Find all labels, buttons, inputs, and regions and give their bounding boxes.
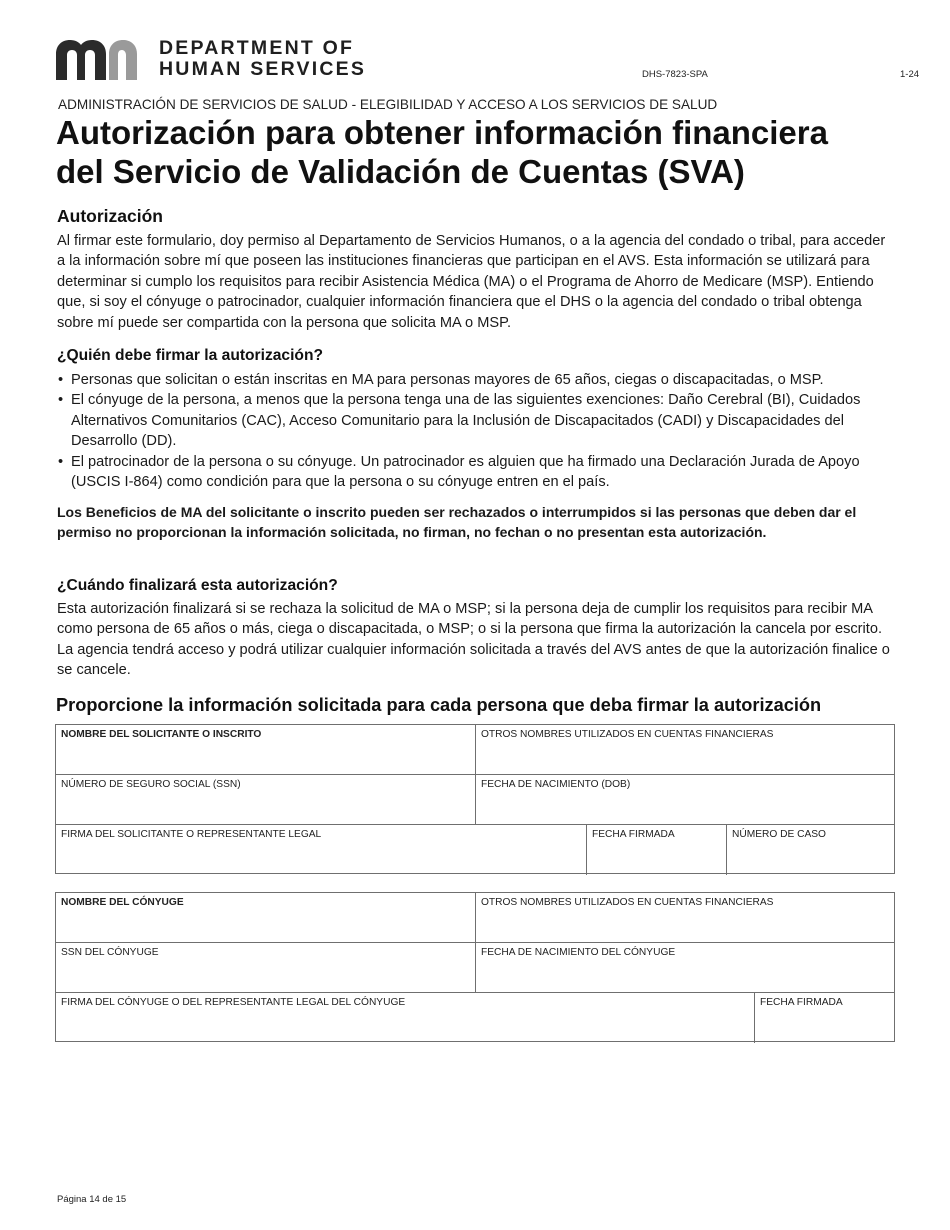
warning-text: Los Beneficios de MA del solicitante o inscrito pueden ser rechazados o interrumpidos si las personas que deben dar el permiso no proporcionan la información solicitada, no firman, no fechan o no presentan esta autorización. xyxy=(57,504,857,541)
page-title xyxy=(56,113,916,191)
form-section-heading: Proporcione la información solicitada para cada persona que deba firmar la autorización xyxy=(56,695,822,715)
applicant-ssn-label: NÚMERO DE SEGURO SOCIAL (SSN) xyxy=(61,779,241,790)
applicant-dob-label: FECHA DE NACIMIENTO (DOB) xyxy=(481,779,631,790)
applicant-row-3 xyxy=(56,825,894,875)
spouse-other-names-label: OTROS NOMBRES UTILIZADOS EN CUENTAS FINANCIERAS xyxy=(481,897,774,908)
spouse-signature-label: FIRMA DEL CÓNYUGE O DEL REPRESENTANTE LEGAL DEL CÓNYUGE xyxy=(61,997,406,1008)
form-revision-date: 1-24 xyxy=(900,69,920,80)
spouse-row-3 xyxy=(56,993,894,1043)
applicant-signature-label: FIRMA DEL SOLICITANTE O REPRESENTANTE LEGAL xyxy=(61,829,322,840)
logo-line-2: HUMAN SERVICES xyxy=(159,58,367,80)
applicant-name-field[interactable] xyxy=(56,725,476,774)
spouse-other-names-field[interactable] xyxy=(476,893,894,942)
case-number-label: NÚMERO DE CASO xyxy=(732,829,826,840)
applicant-row-2 xyxy=(56,775,894,825)
spouse-form xyxy=(55,892,895,1042)
when-ends-body: Esta autorización finalizará si se rechaza la solicitud de MA o MSP; si la persona deja de cumplir los requisitos para recibir MA como persona de 65 años o más, ciega o discapacitada, o MSP; o si la persona que firma la autorización la cancela por escrito. La agencia tendrá acceso y podrá utilizar cualquier información solicitada a través del AVS antes de que la autorización finalice o se cancele. xyxy=(57,601,890,679)
applicant-dob-field[interactable] xyxy=(476,775,894,824)
spouse-name-label: NOMBRE DEL CÓNYUGE xyxy=(61,897,184,908)
applicant-date-signed-field[interactable] xyxy=(587,825,727,875)
spouse-date-signed-field[interactable] xyxy=(755,993,894,1043)
authorization-heading: Autorización xyxy=(57,206,163,226)
mn-logo-icon xyxy=(56,40,148,80)
when-ends-heading: ¿Cuándo finalizará esta autorización? xyxy=(57,577,338,594)
applicant-ssn-field[interactable] xyxy=(56,775,476,824)
title-line-1: Autorización para obtener información financiera xyxy=(56,114,828,151)
list-item: • Personas que solicitan o están inscritas en MA para personas mayores de 65 años, ciegas o discapacitadas, o MSP. xyxy=(57,370,887,390)
applicant-row-1 xyxy=(56,725,894,775)
authorization-body: Al firmar este formulario, doy permiso al Departamento de Servicios Humanos, o a la agencia del condado o tribal, para acceder a la información sobre mí que poseen las instituciones financieras que participan en el AVS. Esta información se utilizará para determinar si cumplo los requisitos para recibir Asistencia Médica (MA) o el Programa de Ahorro de Medicare (MSP). Entiendo que, si soy el cónyuge o patrocinador, cualquier información financiera que el DHS o la agencia del condado o tribal obtenga sobre mí puede ser compartida con la persona que solicita MA o MSP. xyxy=(57,233,886,331)
department-logo-text xyxy=(159,38,366,80)
who-signs-heading: ¿Quién debe firmar la autorización? xyxy=(57,347,324,364)
applicant-form xyxy=(55,724,895,874)
applicant-name-label: NOMBRE DEL SOLICITANTE O INSCRITO xyxy=(61,729,262,740)
spouse-name-field[interactable] xyxy=(56,893,476,942)
applicant-other-names-label: OTROS NOMBRES UTILIZADOS EN CUENTAS FINANCIERAS xyxy=(481,729,774,740)
page-number: Página 14 de 15 xyxy=(57,1194,127,1205)
spouse-ssn-field[interactable] xyxy=(56,943,476,992)
spouse-ssn-label: SSN DEL CÓNYUGE xyxy=(61,947,159,958)
logo-line-1: DEPARTMENT OF xyxy=(159,37,355,59)
spouse-signature-field[interactable] xyxy=(56,993,755,1043)
spouse-dob-field[interactable] xyxy=(476,943,894,992)
list-item: • El cónyuge de la persona, a menos que la persona tenga una de las siguientes exenciones: Daño Cerebral (BI), Cuidados Alternativos Comunitarios (CAC), Acceso Comunitario para la Inclusión de Discapacitados (CADI) y Discapacidades del Desarrollo (DD). xyxy=(57,390,887,451)
form-code: DHS-7823-SPA xyxy=(642,69,708,80)
title-line-2: del Servicio de Validación de Cuentas (SVA) xyxy=(56,153,745,190)
applicant-signature-field[interactable] xyxy=(56,825,587,875)
agency-line: ADMINISTRACIÓN DE SERVICIOS DE SALUD - ELEGIBILIDAD Y ACCESO A LOS SERVICIOS DE SALUD xyxy=(58,97,718,112)
list-item: • El patrocinador de la persona o su cónyuge. Un patrocinador es alguien que ha firmado una Declaración Jurada de Apoyo (USCIS I-864) como condición para que la persona o su cónyuge entren en el país. xyxy=(57,452,887,493)
spouse-dob-label: FECHA DE NACIMIENTO DEL CÓNYUGE xyxy=(481,947,676,958)
applicant-date-signed-label: FECHA FIRMADA xyxy=(592,829,675,840)
spouse-row-2 xyxy=(56,943,894,993)
applicant-other-names-field[interactable] xyxy=(476,725,894,774)
who-signs-list xyxy=(57,370,887,492)
case-number-field[interactable] xyxy=(727,825,894,875)
spouse-row-1 xyxy=(56,893,894,943)
spouse-date-signed-label: FECHA FIRMADA xyxy=(760,997,843,1008)
